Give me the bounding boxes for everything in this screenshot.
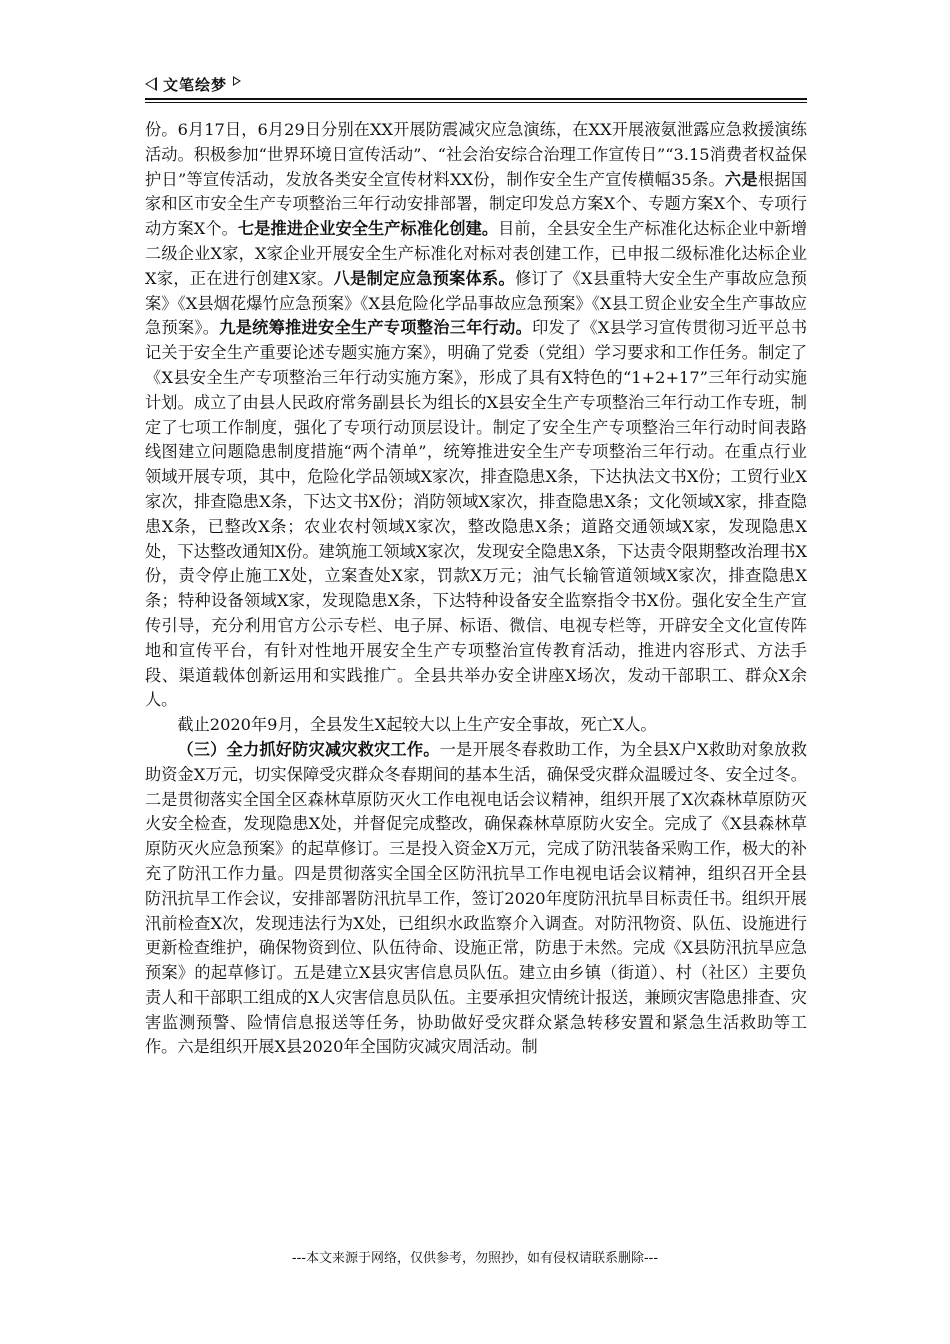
text-run: 份。6月17日，6月29日分别在XX开展防震减灾应急演练，在XX开展液氨泄露应急救援演练活动。积极参加“世界环境日宣传活动”、“社会治安综合治理工作宣传日”“3.15消费者权益保护日”等宣传活动，发放各类安全宣传材料XX份，制作安全生产宣传横幅35条。 bbox=[145, 120, 807, 189]
document-body bbox=[145, 118, 807, 1060]
paragraph-3 bbox=[145, 738, 807, 1060]
paragraph-1 bbox=[145, 118, 807, 713]
text-run: 目前，全县安全生产标准化达标企业中新增二级企业X家，X家企业开展安全生产标准化对标对表创建工作，已申报二级标准化达标企业X家，正在进行创建X家。 bbox=[145, 219, 808, 288]
text-run: 截止2020年9月，全县发生X起较大以上生产安全事故，死亡X人。 bbox=[177, 715, 657, 735]
bold-run: 八是制定应急预案体系。 bbox=[333, 268, 516, 288]
text-run: 一是开展冬春救助工作，为全县X户X救助对象放救助资金X万元，切实保障受灾群众冬春期间的基本生活，确保受灾群众温暖过冬、安全过冬。二是贯彻落实全国全区森林草原防灭火工作电视电话会议精神，组织开展了X次森林草原防灭火安全检查，发现隐患X处，并督促完成整改，确保森林草原防火安全。完成了《X县森林草原防灭火应急预案》的起草修订。三是投入资金X万元，完成了防汛装备采购工作，极大的补充了防汛工作力量。四是贯彻落实全国全区防汛抗旱工作电视电话会议精神，组织召开全县防汛抗旱工作会议，安排部署防汛抗旱工作，签订2020年度防汛抗旱目标责任书。组织开展汛前检查X次，发现违法行为X处，已组织水政监察介入调查。对防汛物资、队伍、设施进行更新检查维护，确保物资到位、队伍待命、设施正常，防患于未然。完成《X县防汛抗旱应急预案》的起草修订。五是建立X县灾害信息员队伍。建立由乡镇（街道）、村（社区）主要负责人和干部职工组成的X人灾害信息员队伍。主要承担灾情统计报送，兼顾灾害隐患排查、灾害监测预警、险情信息报送等任务，协助做好受灾群众紧急转移安置和紧急生活救助等工作。六是组织开展X县2020年全国防灾减灾周活动。制 bbox=[145, 739, 808, 1057]
paragraph-2 bbox=[145, 713, 807, 738]
text-run: 根据国家和区市安全生产专项整治三年行动安排部署，制定印发总方案X个、专题方案X个、专项行动方案X个。 bbox=[145, 169, 808, 239]
text-run: 修订了《X县重特大安全生产事故应急预案》《X县烟花爆竹应急预案》《X县危险化学品事故应急预案》《X县工贸企业安全生产事故应急预案》。 bbox=[145, 268, 807, 338]
bold-run: 九是统筹推进安全生产专项整治三年行动。 bbox=[219, 318, 533, 338]
text-run: 印发了《X县学习宣传贯彻习近平总书记关于安全生产重要论述专题实施方案》，明确了党委（党组）学习要求和工作任务。制定了《X县安全生产专项整治三年行动实施方案》，形成了具有X特色的“1+2+17”三年行动实施计划。成立了由县人民政府常务副县长为组长的X县安全生产专项整治三年行动工作专班，制定了七项工作制度，强化了专项行动顶层设计。制定了安全生产专项整治三年行动时间表路线图建立问题隐患制度措施“两个清单”，统筹推进安全生产专项整治三年行动。在重点行业领域开展专项，其中，危险化学品领域X家次，排查隐患X条，下达执法文书X份；工贸行业X家次，排查隐患X条，下达文书X份；消防领域X家次，排查隐患X条；文化领域X家，排查隐患X条，已整改X条；农业农村领域X家次，整改隐患X条；道路交通领域X家，发现隐患X处，下达整改通知X份。建筑施工领域X家次，发现安全隐患X条，下达责令限期整改治理书X份，责令停止施工X处，立案查处X家，罚款X万元；油气长输管道领域X家次，排查隐患X条；特种设备领域X家，发现隐患X条，下达特种设备安全监察指令书X份。强化安全生产宣传引导，充分利用官方公示专栏、电子屏、标语、微信、电视专栏等，开辟安全文化宣传阵地和宣传平台，有针对性地开展安全生产专项整治宣传教育活动，推进内容形式、方法手段、渠道载体创新运用和实践推广。全县共举办安全讲座X场次，发动干部职工、群众X余人。 bbox=[145, 318, 808, 710]
left-triangle-icon bbox=[145, 77, 157, 91]
header-rule-thick bbox=[145, 98, 807, 100]
bold-run: 七是推进企业安全生产标准化创建。 bbox=[237, 219, 499, 239]
bold-run: 六是 bbox=[724, 169, 758, 189]
header-rule-thin bbox=[145, 102, 807, 103]
brand-name: 文笔绘梦 bbox=[163, 76, 228, 94]
page-footer: ---本文来源于网络，仅供参考，勿照抄，如有侵权请联系删除--- bbox=[291, 1251, 659, 1266]
page-header bbox=[145, 72, 807, 98]
section-heading: （三）全力抓好防灾减灾救灾工作。 bbox=[177, 739, 440, 759]
right-triangle-icon bbox=[233, 76, 241, 86]
